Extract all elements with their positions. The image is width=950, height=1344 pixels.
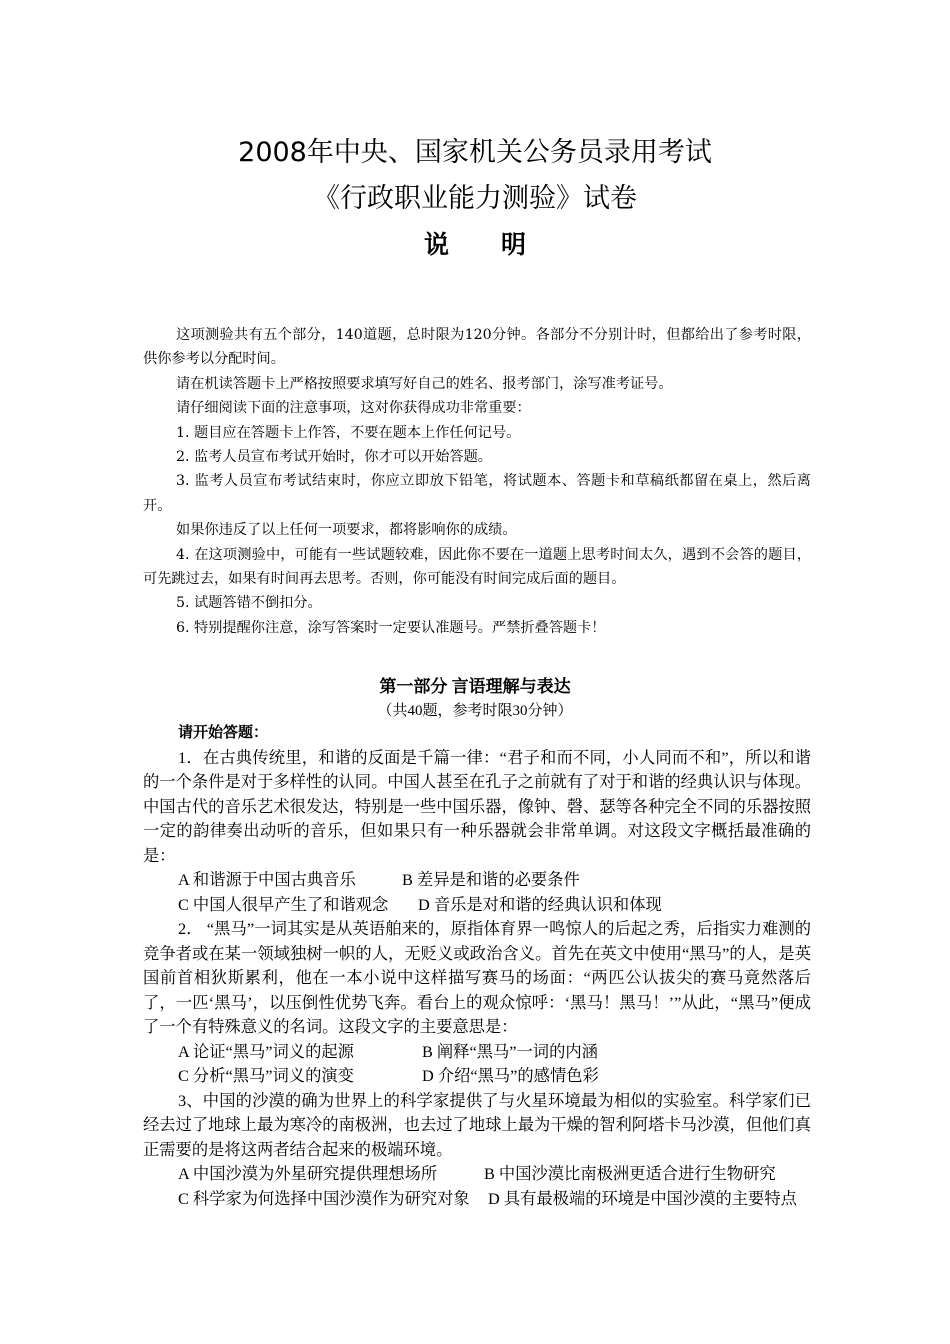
instruction-paragraph: 3. 监考人员宣布考试结束时，你应立即放下铅笔，将试题本、答题卡和草稿纸都留在桌上，然后离开。 [143,473,811,514]
question-stem: 2． “黑马”一词其实是从英语舶来的，原指体育界一鸣惊人的后起之秀，后指实力难测的竞争者或在某一领域独树一帜的人，无贬义或政治含义。首先在英文中使用“黑马”的人，是英国前首相狄斯累利，他在一本小说中这样描写赛马的场面：“两匹公认拔尖的赛马竟然落后了，一匹‘黑马’，以压倒性优势飞奔。看台上的观众惊呼：‘黑马！黑马！’”从此，“黑马”便成了一个有特殊意义的名词。这段文字的主要意思是： [143,919,811,1036]
questions-section [143,721,811,1211]
instructions-section [143,323,811,640]
option: D 音乐是对和谐的经典认识和体现 [418,894,662,914]
instruction-paragraph: 这项测验共有五个部分，140道题，总时限为120分钟。各部分不分别计时，但都给出了参考时限，供你参考以分配时间。 [143,327,811,368]
option: A 中国沙漠为外星研究提供理想场所 [178,1164,438,1183]
instruction-paragraph: 1. 题目应在答题卡上作答，不要在题本上作任何记号。 [176,424,521,441]
option: D 具有最极端的环境是中国沙漠的主要特点 [488,1188,797,1208]
instruction-paragraph: 如果你违反了以上任何一项要求，都将影响你的成绩。 [176,522,517,539]
option: B 阐释“黑马”一词的内涵 [422,1041,598,1061]
option: D 介绍“黑马”的感情色彩 [422,1066,599,1085]
instruction-paragraph: 6. 特别提醒你注意，涂写答案时一定要认准题号。严禁折叠答题卡！ [176,619,606,636]
title-line-1: 2008年中央、国家机关公务员录用考试 [238,137,712,168]
option: B 中国沙漠比南极洲更适合进行生物研究 [484,1164,776,1183]
title-instructions-heading: 说明 [423,230,578,259]
option: C 中国人很早产生了和谐观念 [178,894,389,914]
instruction-paragraph: 2. 监考人员宣布考试开始时，你才可以开始答题。 [176,449,492,466]
start-label: 请开始答题： [178,725,269,741]
option: B 差异是和谐的必要条件 [402,870,580,889]
option: A 论证“黑马”词义的起源 [178,1041,354,1061]
instruction-paragraph: 请在机读答题卡上严格按照要求填写好自己的姓名、报考部门，涂写准考证号。 [176,375,673,392]
instruction-paragraph: 5. 试题答错不倒扣分。 [176,595,322,612]
question-stem: 3、中国的沙漠的确为世界上的科学家提供了与火星环境最为相似的实验室。科学家们已经去过了地球上最为寒冷的南极洲，也去过了地球上最为干燥的智利阿塔卡马沙漠，但他们真正需要的是将这两者结合起来的极端环境。 [143,1090,811,1159]
option-row [143,868,811,893]
instruction-paragraph: 4. 在这项测验中，可能有一些试题较难，因此你不要在一道题上思考时间太久，遇到不会答的题目，可先跳过去，如果有时间再去思考。否则，你可能没有时间完成后面的题目。 [143,546,811,588]
part-title: 第一部分 言语理解与表达 [379,677,571,696]
option: C 科学家为何选择中国沙漠作为研究对象 [178,1188,470,1208]
option-row [143,1187,811,1212]
question-stem: 1．在古典传统里，和谐的反面是千篇一律：“君子和而不同，小人同而不和”，所以和谐的一个条件是对于多样性的认同。中国人甚至在孔子之前就有了对于和谐的经典认识与体现。中国古代的音乐艺术很发达，特别是一些中国乐器，像钟、磬、瑟等各种完全不同的乐器按照一定的韵律奏出动听的音乐，但如果只有一种乐器就会非常单调。对这段文字概括最准确的是： [143,747,811,865]
option-row [143,1162,811,1187]
part-subtitle: （共40题，参考时限30分钟） [377,703,573,719]
option-row [143,1064,811,1089]
option-row [143,1040,811,1065]
option-row [143,893,811,918]
option: C 分析“黑马”词义的演变 [178,1066,354,1085]
instruction-paragraph: 请仔细阅读下面的注意事项，这对你获得成功非常重要： [176,400,531,417]
document-title [0,130,950,268]
option: A 和谐源于中国古典音乐 [178,870,356,889]
title-line-2: 《行政职业能力测验》试卷 [313,183,637,214]
